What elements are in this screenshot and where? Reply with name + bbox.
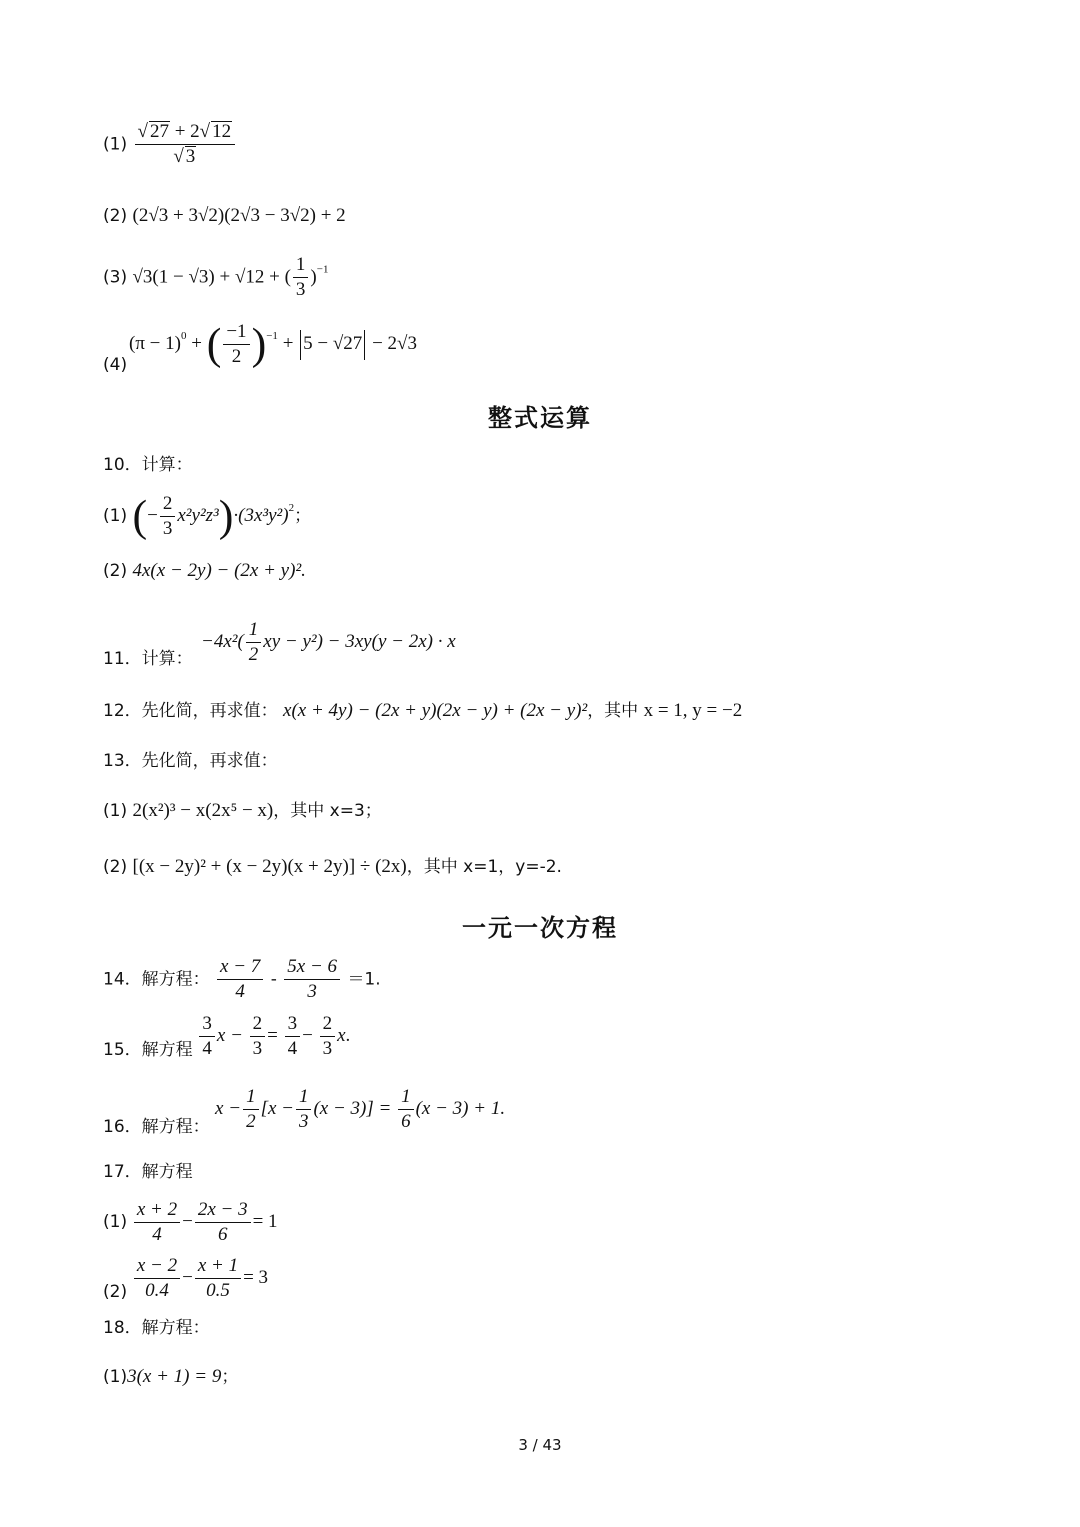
question-10: 10．计算：: [103, 455, 193, 475]
question-16: 16．解方程： x − $\frac{1}{2}$ [x − $\frac{1}{3}$ (x − 3)] = $\frac{1}{6}$ (x − 3) + 1.: [103, 1086, 506, 1137]
exercise-9-1: (1) $\frac{√ 27 + 2√ 12}{√ 3}$: [103, 120, 237, 169]
exercise-9-3: (3) √3(1 − √3) + √12 + ( $\frac{1}{3}$ )$^{-1}$: [103, 254, 329, 300]
question-13: 13．先化简，再求值：: [103, 751, 278, 771]
page-number: 3 / 43: [518, 1436, 562, 1454]
question-15: 15．解方程 $\frac{3}{4}$ x − $\frac{2}{3}$ = $\frac{3}{4}$ − $\frac{2}{3}$ x.: [103, 1013, 351, 1060]
question-10-part-2: (2) 4x(x − 2y) − (2x + y)².: [103, 560, 306, 581]
question-18-part-1: (1)3(x + 1) = 9；: [103, 1366, 239, 1387]
question-13-part-2: (2) [(x − 2y)² + (x − 2y)(x + 2y)] ÷ (2x)，其中 x=1，y=-2.: [103, 856, 562, 877]
expression: (2√3 + 3√2)(2√3 − 3√2) + 2: [132, 205, 346, 226]
section-title-linear-equation: 一元一次方程: [462, 914, 618, 942]
fraction: $\frac{√ 27 + 2√ 12}{√ 3}$: [135, 120, 236, 169]
section-title-polynomial: 整式运算: [488, 404, 592, 432]
question-17-part-2: (2) $\frac{x - 2}{0.4}$ − $\frac{x + 1}{0.5}$ = 3: [103, 1255, 269, 1302]
exercise-9-2: (2) (2√3 + 3√2)(2√3 − 3√2) + 2: [103, 205, 346, 226]
question-13-part-1: (1) 2(x²)³ − x(2x⁵ − x)，其中 x=3；: [103, 800, 382, 821]
question-17: 17．解方程: [103, 1162, 193, 1182]
question-12: 12．先化简，再求值： x(x + 4y) − (2x + y)(2x − y) + (2x − y)²，其中 x = 1, y = −2: [103, 700, 743, 721]
question-18: 18．解方程：: [103, 1318, 210, 1338]
question-17-part-1: (1) $\frac{x + 2}{4}$ − $\frac{2x - 3}{6}$ = 1: [103, 1199, 278, 1245]
question-10-part-1: (1) (− $\frac{2}{3}$ $x^2y^2z^3)\cdot(3x^3y^2)^2$；: [103, 491, 312, 541]
question-14: 14．解方程： $\frac{x - 7}{4}$ - $\frac{5x - 6}{3}$ ＝1.: [103, 956, 381, 1002]
